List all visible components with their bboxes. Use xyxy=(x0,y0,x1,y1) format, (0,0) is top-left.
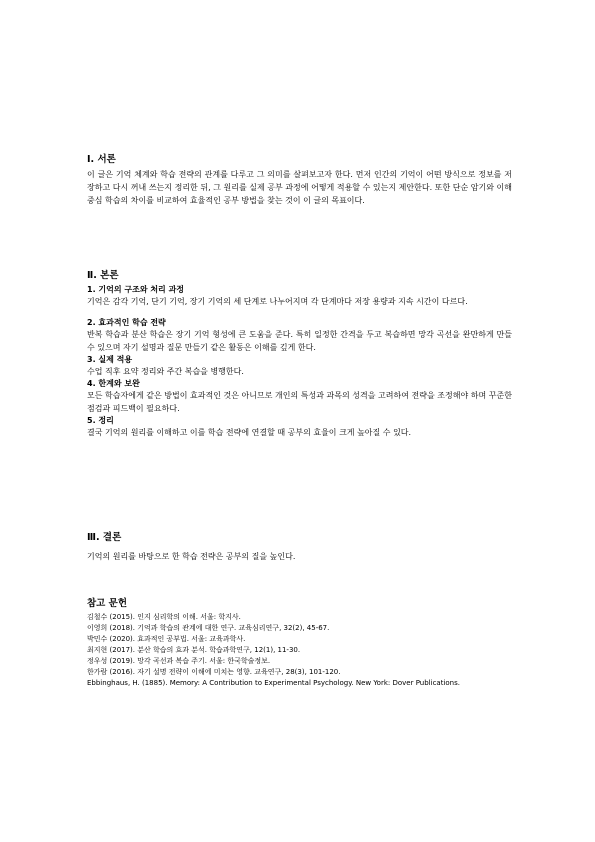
reference-item: Ebbinghaus, H. (1885). Memory: A Contribution to Experimental Psychology. New York: Dover Publications. xyxy=(87,679,460,687)
section-heading: Ⅰ. 서론 xyxy=(87,154,116,165)
section-body xyxy=(87,270,512,439)
subsection-title: 1. 기억의 구조와 처리 과정 xyxy=(87,285,185,294)
references-heading: 참고 문헌 xyxy=(87,598,128,609)
section-paragraph: 이 글은 기억 체계와 학습 전략의 관계를 다루고 그 의미를 살펴보고자 한다. 먼저 인간의 기억이 어떤 방식으로 정보를 저장하고 다시 꺼내 쓰는지 정리한 뒤, 그 원리를 실제 공부 과정에 어떻게 적용할 수 있는지 제안한다. 또한 단순 암기와 이해 중심 학습의 차이를 비교하여 효율적인 공부 방법을 찾는 것이 이 글의 목표이다. xyxy=(87,170,512,205)
section-heading: Ⅲ. 결론 xyxy=(87,532,122,543)
reference-item: 김철수 (2015). 인지 심리학의 이해. 서울: 학지사. xyxy=(87,613,241,621)
subsection-paragraph: 모든 학습자에게 같은 방법이 효과적인 것은 아니므로 개인의 특성과 과목의 성격을 고려하여 전략을 조정해야 하며 꾸준한 점검과 피드백이 필요하다. xyxy=(87,391,512,413)
section-references xyxy=(87,598,512,689)
reference-item: 이영희 (2018). 기억과 학습의 관계에 대한 연구. 교육심리연구, 32(2), 45-67. xyxy=(87,624,330,632)
subsection-title: 5. 정리 xyxy=(87,416,114,425)
subsection-paragraph: 수업 직후 요약 정리와 주간 복습을 병행한다. xyxy=(87,367,244,376)
subsection-title: 4. 한계와 보완 xyxy=(87,379,140,388)
section-paragraph: 기억의 원리를 바탕으로 한 학습 전략은 공부의 질을 높인다. xyxy=(87,552,296,561)
reference-item: 한가람 (2016). 자기 설명 전략이 이해에 미치는 영향. 교육연구, 28(3), 101-120. xyxy=(87,668,341,676)
subsection-paragraph: 기억은 감각 기억, 단기 기억, 장기 기억의 세 단계로 나누어지며 각 단계마다 저장 용량과 지속 시간이 다르다. xyxy=(87,297,468,306)
subsection-paragraph: 반복 학습과 분산 학습은 장기 기억 형성에 큰 도움을 준다. 특히 일정한 간격을 두고 복습하면 망각 곡선을 완만하게 만들 수 있으며 자기 설명과 질문 만들기 같은 활동은 이해를 깊게 한다. xyxy=(87,330,512,352)
subsection-title: 3. 실제 적용 xyxy=(87,355,133,364)
section-conclusion xyxy=(87,532,512,563)
reference-item: 최지현 (2017). 분산 학습의 효과 분석. 학습과학연구, 12(1), 11-30. xyxy=(87,646,301,654)
subsection-title: 2. 효과적인 학습 전략 xyxy=(87,318,166,327)
section-introduction xyxy=(87,154,512,207)
reference-item: 박민수 (2020). 효과적인 공부법. 서울: 교육과학사. xyxy=(87,635,246,643)
subsection-paragraph: 결국 기억의 원리를 이해하고 이를 학습 전략에 연결할 때 공부의 효율이 크게 높아질 수 있다. xyxy=(87,428,412,437)
reference-item: 정우성 (2019). 망각 곡선과 복습 주기. 서울: 한국학술정보. xyxy=(87,657,271,665)
section-heading: Ⅱ. 본론 xyxy=(87,270,119,281)
